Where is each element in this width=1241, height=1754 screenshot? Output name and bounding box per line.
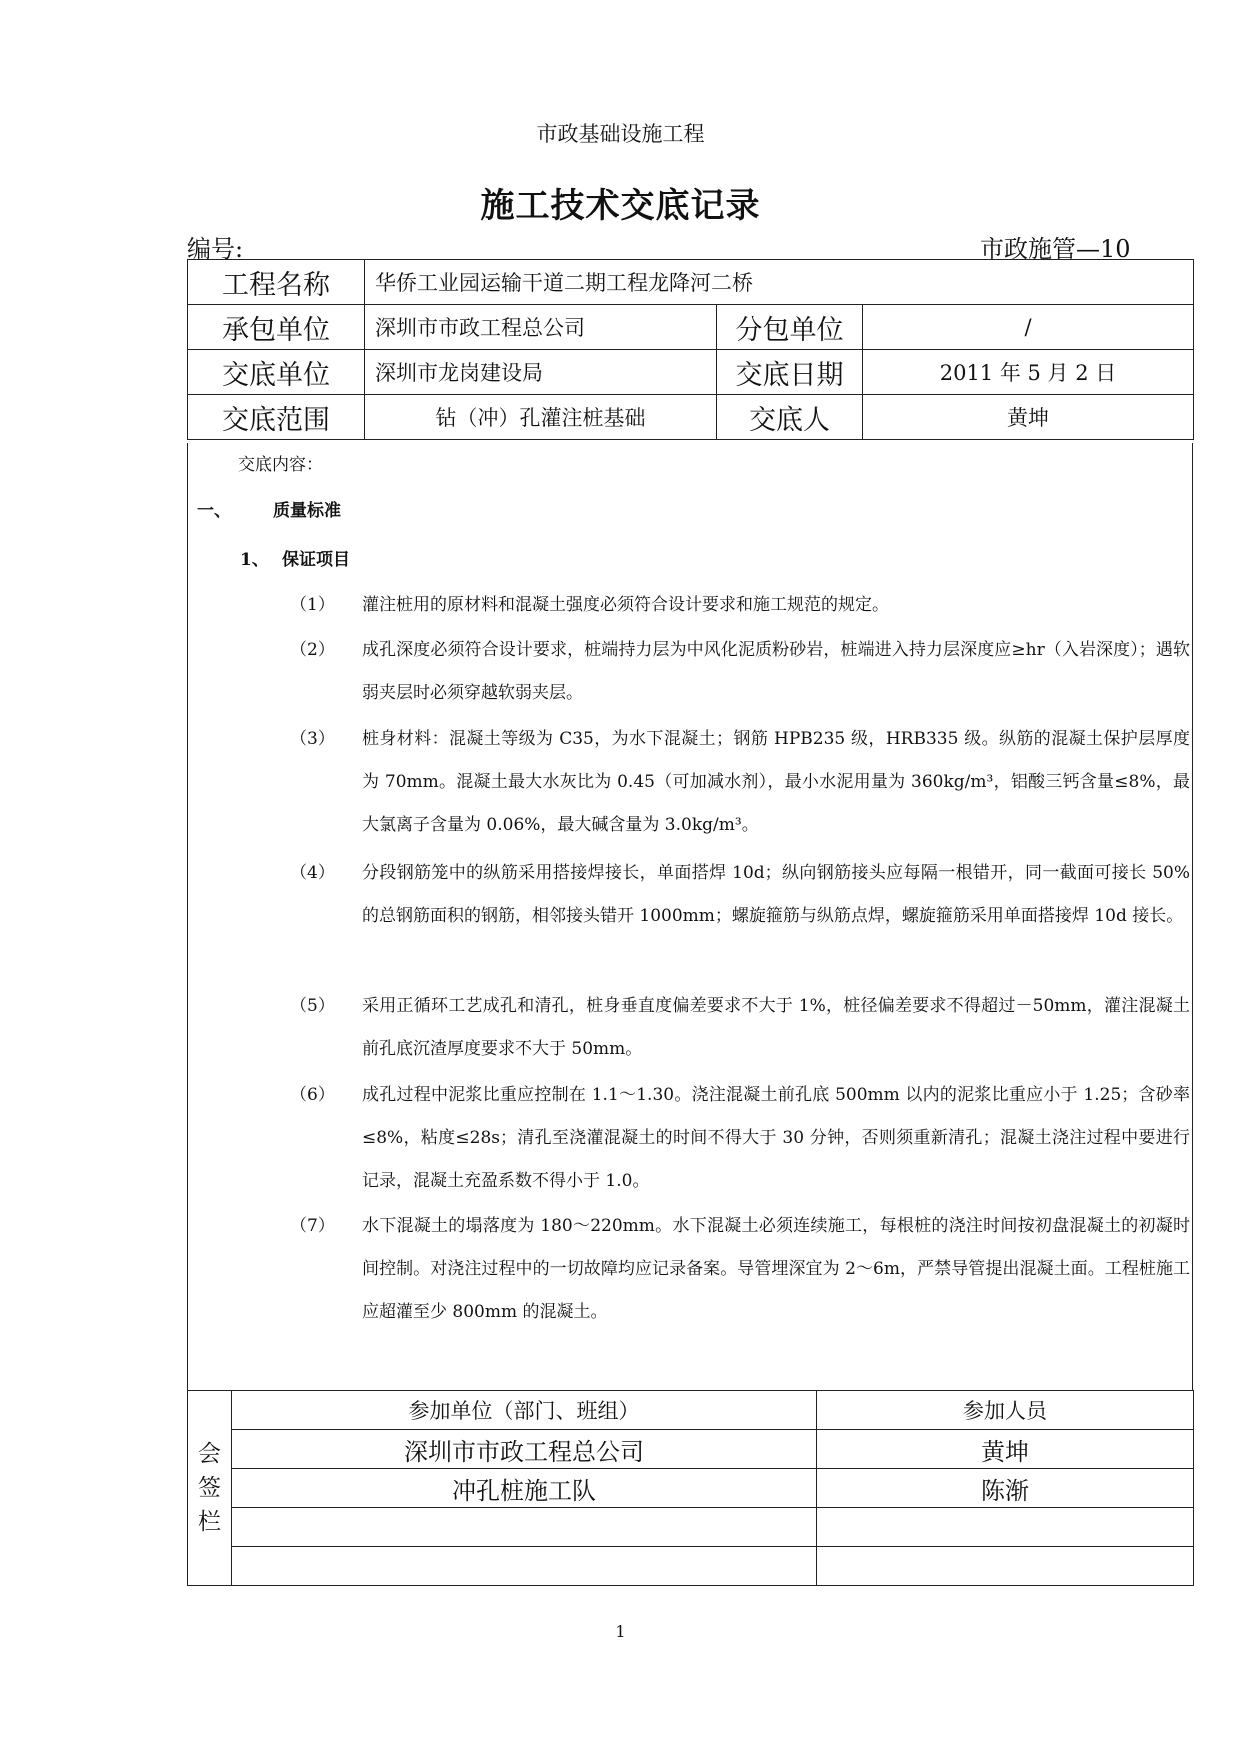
serial-number-value: 市政施管—10 <box>980 235 1131 263</box>
disclosure-unit-value: 深圳市龙岗建设局 <box>365 350 717 395</box>
disclosure-scope-label: 交底范围 <box>188 395 365 440</box>
discloser-label: 交底人 <box>717 395 863 440</box>
disclosure-scope-value: 钻（冲）孔灌注桩基础 <box>365 395 717 440</box>
disclosure-unit-label: 交底单位 <box>188 350 365 395</box>
list-item-number: （1） <box>290 595 335 615</box>
info-row-project <box>188 260 1194 305</box>
signoff-side-label <box>188 1391 232 1586</box>
document-subtitle: 市政基础设施工程 <box>536 122 705 146</box>
list-item <box>290 718 1190 847</box>
info-row-scope <box>188 395 1194 440</box>
list-item <box>290 629 1190 715</box>
column-header-unit: 参加单位（部门、班组） <box>232 1391 817 1430</box>
signoff-table <box>187 1390 1194 1586</box>
subsection-title: 保证项目 <box>282 550 350 570</box>
participant-unit: 深圳市市政工程总公司 <box>232 1430 817 1469</box>
subsection-number: 1、 <box>240 550 269 570</box>
column-header-people: 参加人员 <box>817 1391 1194 1430</box>
participant-unit <box>232 1508 817 1547</box>
participant-unit: 冲孔桩施工队 <box>232 1469 817 1508</box>
list-item <box>290 985 1190 1071</box>
participant-unit <box>232 1547 817 1586</box>
content-intro: 交底内容： <box>238 455 323 475</box>
list-item-text: 分段钢筋笼中的纵筋采用搭接焊接长，单面搭焊 10d；纵向钢筋接头应每隔一根错开，同一截面可接长 50%的总钢筋面积的钢筋，相邻接头错开 1000mm；螺旋箍筋与纵筋点焊，螺旋箍筋采用单面搭接焊 10d 接长。 <box>362 863 1190 926</box>
discloser-value: 黄坤 <box>863 395 1194 440</box>
table-row <box>188 1469 1194 1508</box>
project-name-value: 华侨工业园运输干道二期工程龙降河二桥 <box>365 260 1194 305</box>
section-heading <box>197 496 341 521</box>
participant-name <box>817 1547 1194 1586</box>
signoff-side-char: 签 <box>198 1475 221 1501</box>
participant-name: 陈渐 <box>817 1469 1194 1508</box>
table-row <box>188 1430 1194 1469</box>
signoff-side-char: 栏 <box>198 1509 221 1535</box>
list-item-text: 桩身材料：混凝土等级为 C35，为水下混凝土；钢筋 HPB235 级，HRB335 级。纵筋的混凝土保护层厚度为 70mm。混凝土最大水灰比为 0.45（可加减水剂），最小水泥用量为 360kg/m³，铝酸三钙含量≤8%，最大氯离子含量为 0.06%，最大碱含量为 3.0kg/m³。 <box>362 729 1190 835</box>
list-item <box>290 852 1190 938</box>
contractor-label: 承包单位 <box>188 305 365 350</box>
subcontractor-label: 分包单位 <box>717 305 863 350</box>
list-item <box>290 1205 1190 1334</box>
list-item <box>290 584 1190 627</box>
list-item-text: 采用正循环工艺成孔和清孔，桩身垂直度偏差要求不大于 1%，桩径偏差要求不得超过－50mm，灌注混凝土前孔底沉渣厚度要求不大于 50mm。 <box>362 996 1190 1059</box>
table-row <box>188 1508 1194 1547</box>
list-item-text: 成孔深度必须符合设计要求，桩端持力层为中风化泥质粉砂岩，桩端进入持力层深度应≥hr（入岩深度）；遇软弱夹层时必须穿越软弱夹层。 <box>362 640 1190 703</box>
page-number: 1 <box>615 1622 626 1641</box>
subsection-heading <box>240 545 350 570</box>
signoff-header-row <box>188 1391 1194 1430</box>
list-item-text: 成孔过程中泥浆比重应控制在 1.1～1.30。浇注混凝土前孔底 500mm 以内的泥浆比重应小于 1.25；含砂率≤8%，粘度≤28s；清孔至浇灌混凝土的时间不得大于 30 分钟，否则须重新清孔；混凝土浇注过程中要进行记录，混凝土充盈系数不得小于 1.0。 <box>362 1085 1190 1191</box>
signoff-side-char: 会 <box>198 1441 221 1467</box>
list-item-number: （4） <box>290 863 335 883</box>
section-title: 质量标准 <box>273 501 341 521</box>
section-number: 一、 <box>197 501 231 521</box>
list-item-number: （6） <box>290 1085 335 1105</box>
table-row <box>188 1547 1194 1586</box>
list-item <box>290 1074 1190 1203</box>
serial-number-label: 编号: <box>187 235 244 263</box>
list-item-number: （2） <box>290 640 335 660</box>
info-row-disclosure <box>188 350 1194 395</box>
list-item-number: （3） <box>290 729 335 749</box>
list-item-text: 水下混凝土的塌落度为 180～220mm。水下混凝土必须连续施工，每根桩的浇注时间按初盘混凝土的初凝时间控制。对浇注过程中的一切故障均应记录备案。导管埋深宜为 2～6m，严禁导管提出混凝土面。工程桩施工应超灌至少 800mm 的混凝土。 <box>362 1216 1190 1322</box>
participant-name: 黄坤 <box>817 1430 1194 1469</box>
list-item-number: （7） <box>290 1216 335 1236</box>
contractor-value: 深圳市市政工程总公司 <box>365 305 717 350</box>
info-table <box>187 259 1194 440</box>
disclosure-date-label: 交底日期 <box>717 350 863 395</box>
list-item-number: （5） <box>290 996 335 1016</box>
project-name-label: 工程名称 <box>188 260 365 305</box>
disclosure-date-value: 2011 年 5 月 2 日 <box>863 350 1194 395</box>
document-title: 施工技术交底记录 <box>480 186 761 226</box>
participant-name <box>817 1508 1194 1547</box>
info-row-contractor <box>188 305 1194 350</box>
subcontractor-value: / <box>863 305 1194 350</box>
list-item-text: 灌注桩用的原材料和混凝土强度必须符合设计要求和施工规范的规定。 <box>362 595 889 615</box>
